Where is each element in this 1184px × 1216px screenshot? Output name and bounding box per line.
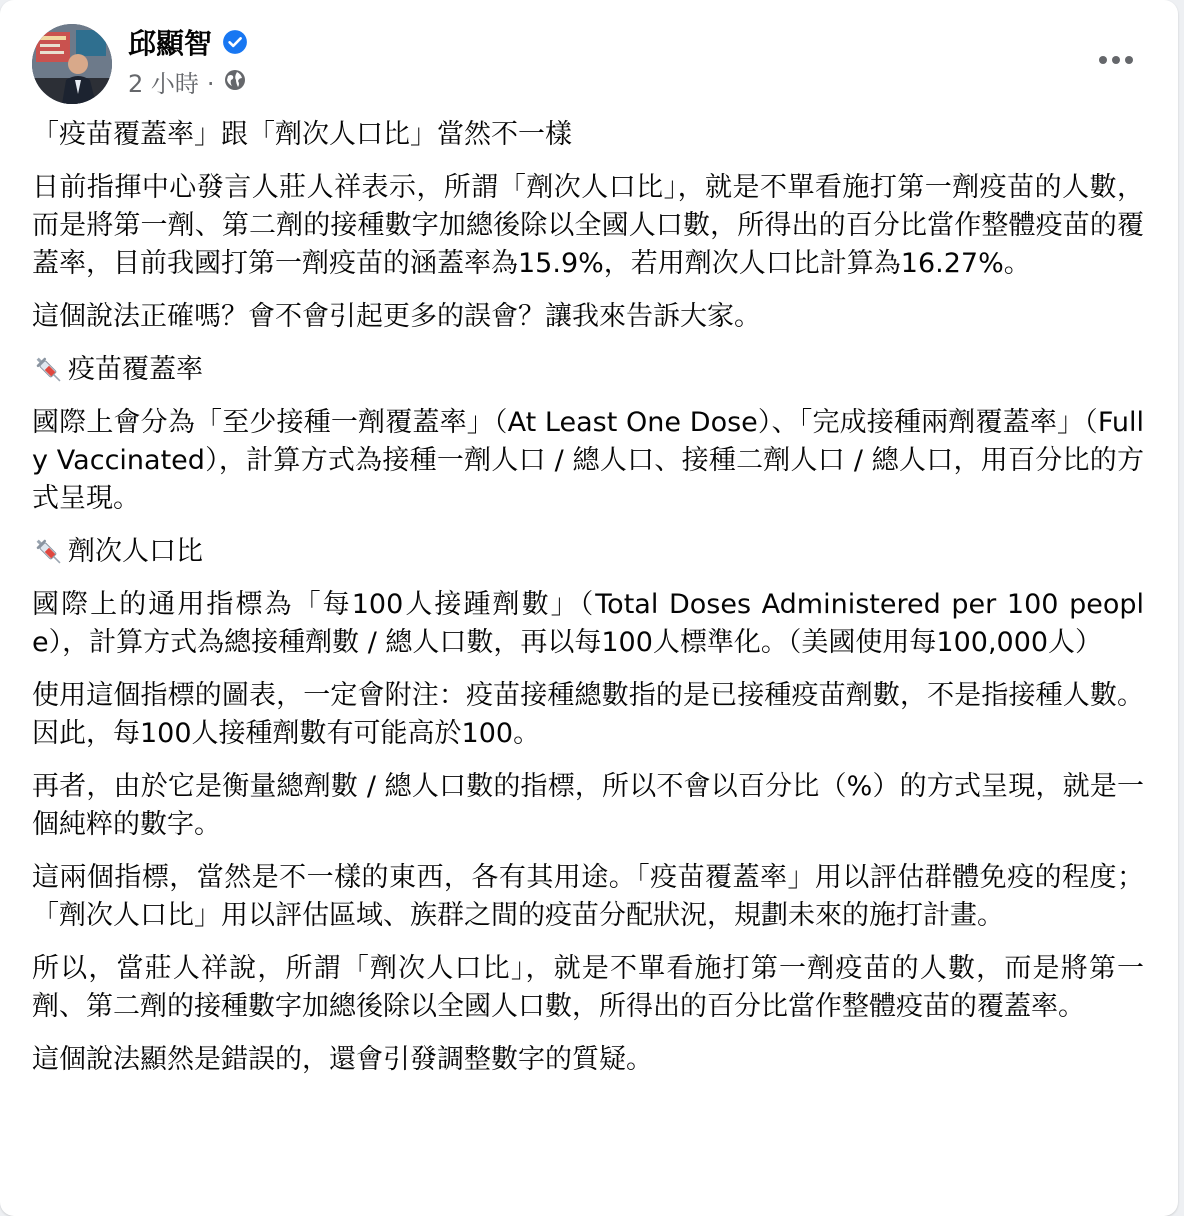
post-paragraph: 再者，由於它是衡量總劑數 / 總人口數的指標，所以不會以百分比（%）的方式呈現，就是一個純粹的數字。 (32, 771, 1144, 840)
post-timestamp[interactable]: 2 小時 (128, 70, 199, 98)
author-name[interactable]: 邱顯智 (128, 27, 213, 60)
section-heading-label: 劑次人口比 (68, 536, 203, 567)
post-paragraph: 國際上的通用指標為「每100人接踵劑數」（Total Doses Administered per 100 people），計算方式為總接種劑數 / 總人口數，再以每100人標準化。（美國使用每100,000人） (32, 589, 1144, 658)
more-options-button[interactable] (1094, 38, 1138, 82)
post-meta (128, 68, 247, 100)
post-header (32, 24, 1138, 108)
more-options-icon (1098, 55, 1134, 65)
section-heading-label: 疫苗覆蓋率 (68, 354, 203, 385)
globe-icon[interactable] (223, 68, 247, 100)
verified-badge-icon (222, 29, 248, 59)
post-paragraph: 這兩個指標，當然是不一樣的東西，各有其用途。「疫苗覆蓋率」用以評估群體免疫的程度；「劑次人口比」用以評估區域、族群之間的疫苗分配狀況，規劃未來的施打計畫。 (32, 862, 1144, 931)
post-paragraph: 日前指揮中心發言人莊人祥表示，所謂「劑次人口比」，就是不單看施打第一劑疫苗的人數，而是將第一劑、第二劑的接種數字加總後除以全國人口數，所得出的百分比當作整體疫苗的覆蓋率，目前我國打第一劑疫苗的涵蓋率為15.9%，若用劑次人口比計算為16.27%。 (32, 172, 1144, 279)
avatar[interactable] (32, 24, 112, 104)
post-title-paragraph: 「疫苗覆蓋率」跟「劑次人口比」當然不一樣 (32, 119, 572, 150)
post-paragraph: 所以，當莊人祥說，所謂「劑次人口比」，就是不單看施打第一劑疫苗的人數，而是將第一劑、第二劑的接種數字加總後除以全國人口數，所得出的百分比當作整體疫苗的覆蓋率。 (32, 953, 1144, 1022)
post-body (32, 116, 1144, 1094)
syringe-icon (32, 535, 66, 569)
meta-separator: · (206, 70, 215, 98)
section-heading (32, 351, 1144, 389)
author-line (128, 26, 248, 62)
post-paragraph: 這個說法正確嗎？會不會引起更多的誤會？讓我來告訴大家。 (32, 301, 761, 332)
post-paragraph: 國際上會分為「至少接種一劑覆蓋率」（At Least One Dose）、「完成接種兩劑覆蓋率」（Fully Vaccinated），計算方式為接種一劑人口 / 總人口、接種二劑人口 / 總人口，用百分比的方式呈現。 (32, 407, 1144, 514)
post-paragraph: 這個說法顯然是錯誤的，還會引發調整數字的質疑。 (32, 1044, 653, 1075)
section-heading (32, 533, 1144, 571)
post-paragraph: 使用這個指標的圖表，一定會附注：疫苗接種總數指的是已接種疫苗劑數，不是指接種人數。因此，每100人接種劑數有可能高於100。 (32, 680, 1144, 749)
syringe-icon (32, 353, 66, 387)
